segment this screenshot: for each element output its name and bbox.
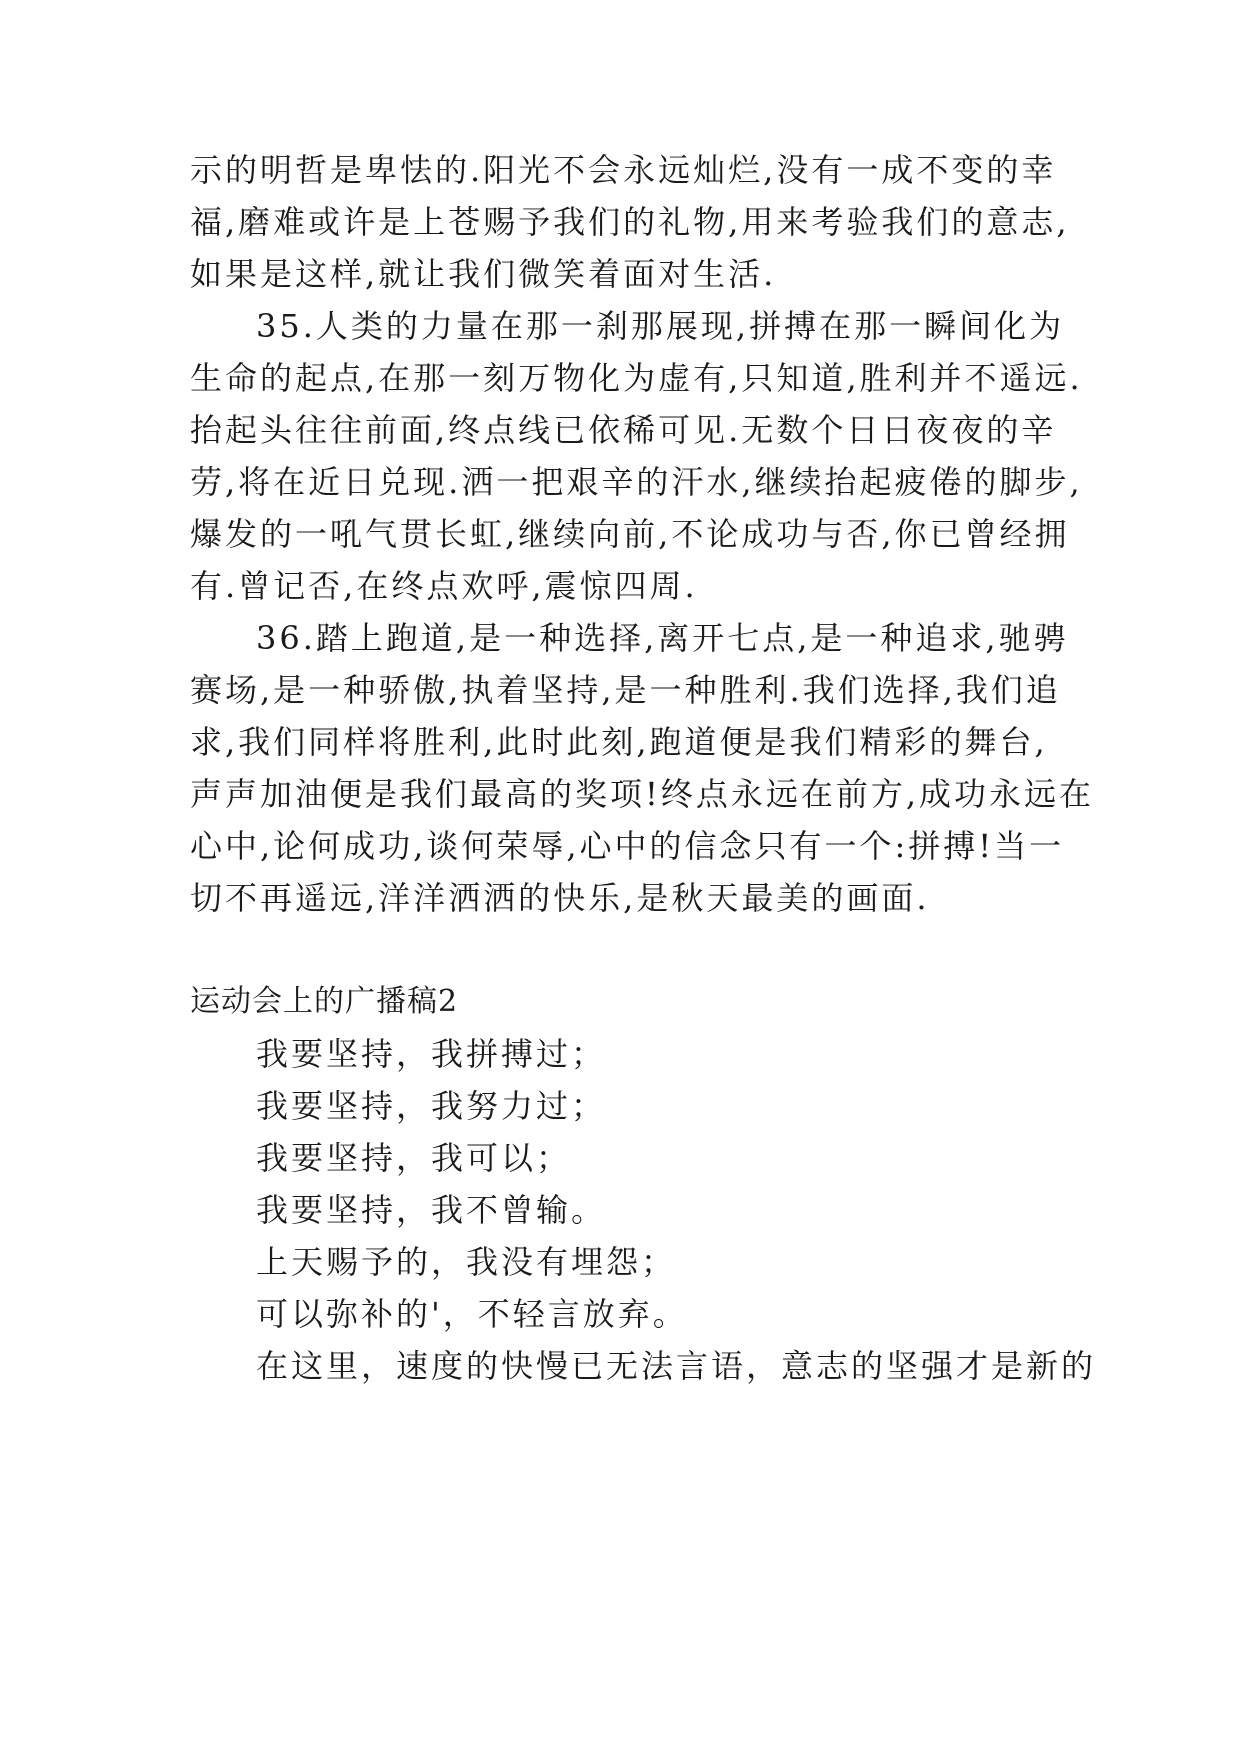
paragraph-line: 声声加油便是我们最高的奖项!终点永远在前方,成功永远在 — [190, 775, 1095, 813]
poem-line: 我要坚持，我努力过； — [256, 1087, 607, 1125]
paragraph-line: 36.踏上跑道,是一种选择,离开七点,是一种追求,驰骋 — [256, 619, 1069, 657]
poem-line: 在这里，速度的快慢已无法言语，意志的坚强才是新的 — [256, 1347, 1097, 1385]
section-title: 运动会上的广播稿2 — [190, 984, 459, 1019]
poem-line: 可以弥补的'，不轻言放弃。 — [256, 1295, 688, 1333]
paragraph-line: 爆发的一吼气贯长虹,继续向前,不论成功与否,你已曾经拥 — [190, 515, 1070, 553]
paragraph-line: 抬起头往往前面,终点线已依稀可见.无数个日日夜夜的辛 — [190, 411, 1057, 449]
paragraph-line: 如果是这样,就让我们微笑着面对生活. — [190, 255, 777, 293]
paragraph-line: 心中,论何成功,谈何荣辱,心中的信念只有一个:拼搏!当一 — [190, 827, 1065, 865]
paragraph-line: 示的明哲是卑怯的.阳光不会永远灿烂,没有一成不变的幸 — [190, 151, 1057, 189]
paragraph-line: 生命的起点,在那一刻万物化为虚有,只知道,胜利并不遥远. — [190, 359, 1083, 397]
poem-line: 我要坚持，我可以； — [256, 1139, 572, 1177]
paragraph-line: 35.人类的力量在那一刹那展现,拼搏在那一瞬间化为 — [256, 307, 1065, 345]
paragraph-line: 有.曾记否,在终点欢呼,震惊四周. — [190, 567, 698, 605]
poem-line: 上天赐予的，我没有埋怨； — [256, 1243, 677, 1281]
paragraph-line: 赛场,是一种骄傲,执着坚持,是一种胜利.我们选择,我们追 — [190, 671, 1061, 709]
poem-line: 我要坚持，我拼搏过； — [256, 1035, 607, 1073]
paragraph-line: 切不再遥远,洋洋洒洒的快乐,是秋天最美的画面. — [190, 879, 930, 917]
paragraph-line: 福,磨难或许是上苍赐予我们的礼物,用来考验我们的意志, — [190, 203, 1070, 241]
paragraph-line: 劳,将在近日兑现.洒一把艰辛的汗水,继续抬起疲倦的脚步, — [190, 463, 1083, 501]
poem-line: 我要坚持，我不曾输。 — [256, 1191, 607, 1229]
paragraph-line: 求,我们同样将胜利,此时此刻,跑道便是我们精彩的舞台, — [190, 723, 1048, 761]
